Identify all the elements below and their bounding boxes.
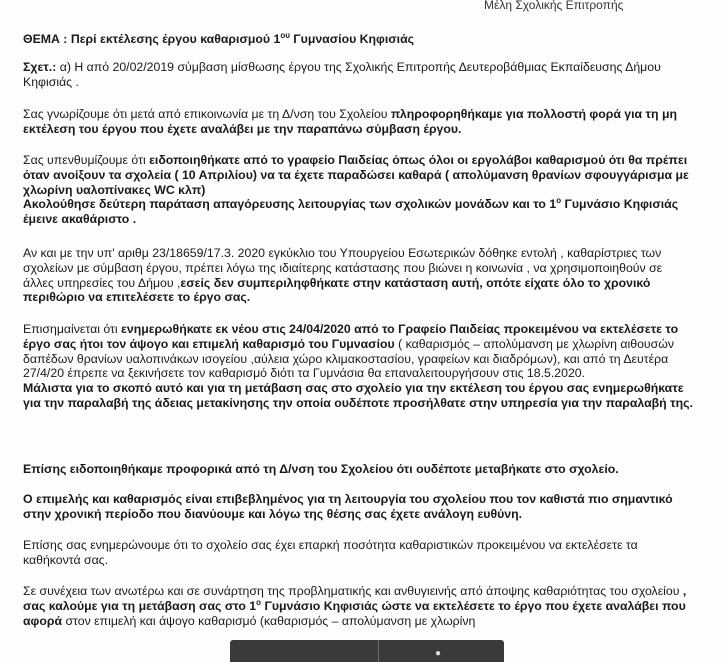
p1-bold: πληροφορηθήκαμε για πολλοστή φορά για τη μη εκτέλεση του έργου που έχετε αναλάβει με την παραπάνω σύμβαση έργου. [23, 107, 677, 136]
p7-normal: Επίσης σας ενημερώνουμε ότι το σχολείο σας έχει επαρκή ποσότητα καθαριστικών προκειμένου να εκτελέσετε τα καθήκοντά σας. [23, 538, 638, 567]
p2-sup: ο [556, 196, 562, 206]
p4-normal-a: Επισημαίνεται ότι [23, 322, 122, 336]
p8-bold-a: , σας καλούμε για τη μετάβαση σας στο 1 [23, 584, 687, 613]
paragraph-3 [23, 246, 693, 305]
paragraph-7 [23, 538, 693, 568]
p2-bold-c: Γυμνάσιο Κηφισιάς έμεινε ακαθάριστο . [23, 197, 679, 226]
toolbar-divider [378, 640, 379, 662]
paragraph-8 [23, 584, 693, 628]
reference-paragraph [23, 60, 693, 90]
reference-label: Σχετ.: [23, 60, 57, 74]
subject-line [23, 32, 693, 47]
p8-normal-b: στον επιμελή και άψογο καθαρισμό (καθαρισμός – απολύμανση με χλωρίνη [62, 613, 476, 628]
paragraph-4 [23, 322, 693, 411]
recipient-header: Μέλη Σχολικής Επιτροπής [484, 0, 624, 12]
p2-bold-a: ειδοποιηθήκατε από το γραφείο Παιδείας όπως όλοι οι εργολάβοι καθαρισμού ότι θα πρέπει όταν ανοίξουν τα σχολεία ( 10 Απριλίου) να τα έχετε παραδώσει καθαρά ( απολύμανση θρανίων σφουγγάρισμα με χλωρίνη υαλοπίνακες WC κλπ) [23, 153, 689, 197]
p8-bold-b: Γυμνάσιο Κηφισιάς ώστε να εκτελέσετε το έργο που έχετε αναλάβει που αφορά [23, 598, 686, 628]
p8-normal-a: Σε συνέχεια των ανωτέρω και σε συνάρτηση της προβληματικής και ανθυγιεινής από άποψης καθαριότητας του σχολείου [23, 584, 683, 598]
paragraph-5 [23, 462, 693, 477]
p2-bold-b: Ακολούθησε δεύτερη παράταση απαγόρευσης λειτουργίας των σχολικών μονάδων και το 1 [23, 197, 557, 212]
subject-text-b: Γυμνασίου Κηφισιάς [289, 32, 415, 46]
toolbar-control-icon[interactable]: ● [435, 648, 442, 659]
p6-bold: Ο επιμελής και καθαρισμός είναι επιβεβλημένος για τη λειτουργία του σχολείου που τον καθιστά πιο σημαντικό στην χρονική περίοδο που διανύουμε και λόγω της θέσης σας έχετε ανάλογη ευθύνη. [23, 492, 673, 521]
p4-bold-b: Μάλιστα για το σκοπό αυτό και για τη μετάβαση σας στο σχολείο για την εκτέλεση του έργου σας ενημερωθήκατε για την παραλαβή της άδειας μετακίνησης την οποία ουδέποτε προσήλθατε στην υπηρεσία για την παραλαβή της. [23, 381, 693, 410]
p2-normal: Σας υπενθυμίζουμε ότι [23, 153, 150, 167]
paragraph-6 [23, 492, 693, 522]
subject-label: ΘΕΜΑ : [23, 32, 71, 46]
subject-sup: ου [280, 30, 290, 40]
p4-bold-a: ενημερωθήκατε εκ νέου στις 24/04/2020 από το Γραφείο Παιδείας προκειμένου να εκτελέσετε το έργο σας ήτοι τον άψογο και επιμελή καθαρισμό του Γυμνασίου [23, 322, 679, 351]
reference-text: α) Η από 20/02/2019 σύμβαση μίσθωσης έργου της Σχολικής Επιτροπής Δευτεροβάθμιας Εκπαίδευσης Δήμου Κηφισιάς . [23, 60, 661, 89]
p3-normal: Αν και με την υπ' αριθμ 23/18659/17.3. 2020 εγκύκλιο του Υπουργείου Εσωτερικών δόθηκε εντολή , καθαρίστριες των σχολείων με σύμβαση έργου, πρέπει λόγω της ιδιαίτερης κατάστασης που βιώνει η κοινωνία , να χρησιμοποιηθούν σε άλλες υπηρεσίες του Δήμου , [23, 246, 663, 290]
paragraph-1 [23, 107, 693, 137]
subject-text-a: Περί εκτέλεσης έργου καθαρισμού 1 [70, 32, 281, 46]
p8-sup: ο [256, 597, 262, 607]
viewer-toolbar[interactable] [230, 640, 504, 662]
p1-normal: Σας γνωρίζουμε ότι μετά από επικοινωνία με τη Δ/νση του Σχολείου [23, 107, 391, 121]
paragraph-2 [23, 153, 693, 227]
p3-bold: εσείς δεν συμπεριληφθήκατε στην κατάσταση αυτή, οπότε είχατε όλο το χρονικό περιθώριο να επιτελέσετε το έργο σας. [23, 275, 651, 305]
p4-normal-b: ( καθαρισμός – απολύμανση με χλωρίνη αιθουσών δαπέδων θρανίων υαλοπινάκων ισογείου ,αύλεια χώρο κλιμακοστασίου, γραφείων και διαδρόμων), και από τη Δευτέρα 27/4/20 έπρεπε να ξεκινήσετε τον καθαρισμό διότι τα Γυμνάσια θα επαναλειτουργήσουν στις 18.5.2020. [23, 336, 674, 381]
p5-bold: Επίσης ειδοποιηθήκαμε προφορικά από τη Δ/νση του Σχολείου ότι ουδέποτε μεταβήκατε στο σχολείο. [23, 462, 619, 476]
